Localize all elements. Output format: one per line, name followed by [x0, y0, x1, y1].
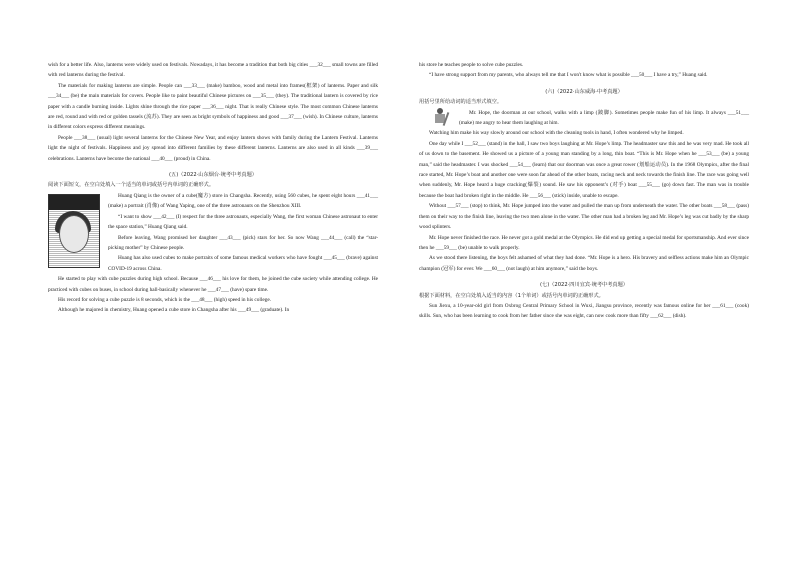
paragraph: People ___38___ (usual) light several lanterns for the Chinese New Year, and enjoy lantern shows with family during the Lantern Festival. Lanterns light the night of festivals. Happiness and joy spread into different families by these different lanterns. Lanterns are also used in all kinds ___39___ celebrations. Lanterns have become the national ___40___ (proud) in China. [48, 134, 378, 162]
section-instruction: 阅读下面短文，在空白处填入一个适当的单词或括号内单词的正确形式。 [48, 182, 215, 189]
portrait-face [59, 215, 89, 253]
paragraph: He started to play with cube puzzles during high school. Because ___46___ his love for them, he joined the cube society while attending college. He practiced with cubes on buses, in school during hall-basically whenever he ___47___ (have) spare time. [48, 276, 378, 293]
paragraph: “I want to show ___42___ (I) respect for the three astronauts, especially Wang, the first woman Chinese astronaut to enter the space station,” Huang Qiang said. [108, 213, 378, 231]
paragraph: The materials for making lanterns are simple. People can ___33___ (make) bamboo, wood and metal into frames(框架) of lanterns. Paper and silk ___34___ (be) the main materials for covers. People like to paint beautiful Chinese pictures on ___35___ (they). The traditional lantern is covered by rice paper with a candle burning inside. Lights shine through the rice paper ___36___ night. That is really Chinese style. The most common Chinese lanterns are red, round and with red or golden tassels (流苏). They are seen as bright symbols of happiness and good ___37___ (wish). In Chinese culture, lanterns in different colors express different meanings. [48, 82, 378, 131]
left-column [48, 60, 378, 316]
paragraph: Huang Qiang is the owner of a cube(魔方) store in Changsha. Recently, using 560 cubes, he spent eight hours ___41___ (make) a portrait (肖像) of Wang Yaping, one of the three astronauts on the Shenzhou XIII. [108, 192, 378, 210]
portrait-image [48, 194, 100, 268]
paragraph: As we stood there listening, the boys felt ashamed of what they had done. “Mr. Hope is a hero. His bravery and selfless actions make him an Olympic champion (冠军) for ever. We ___60___ (not laugh) at him anymore,” said the boys. [419, 255, 749, 272]
section-heading: (七)（2022·四川宜宾·统考中考真题） [540, 282, 628, 289]
paragraph: Watching him make his way slowly around our school with the cleaning tools in hand, I often wondered why he limped. [429, 130, 684, 137]
paragraph: Before leaving, Wang promised her daughter ___43___ (pick) stars for her. So now Wang ___44___ (call) the “star-picking mother” by Chinese people. [108, 234, 378, 251]
magazine-header-band [49, 195, 99, 210]
paragraph: Mr. Hope never finished the race. He never got a gold medal at the Olympics. He did end up getting a special medal for sportsmanship. And ever since then he ___59___ (be) unable to walk properly. [419, 234, 749, 251]
paragraph: Without ___57___ (stop) to think, Mr. Hope jumped into the water and pulled the man up from underneath the water. The other boats ___58___ (pass) them on their way to the finish line, leaving the two men alone in the water. The other man had a broken leg and Mr. Hope’s leg was cut badly by the sharp wood splinters. [419, 203, 749, 231]
paragraph: “I have strong support from my parents, who always tell me that I won't know what is possible ___50___ I have a try,” Huang said. [429, 72, 708, 79]
paragraph: His record for solving a cube puzzle is 8 seconds, which is the ___48___ (high) speed in his college. [58, 296, 272, 303]
paragraph: Mr. Hope, the doorman at our school, walks with a limp (跛脚). Sometimes people make fun of his limp. It always ___51___ (make) me angry to hear them laughing at him. [459, 109, 749, 127]
paragraph: Huang has also used cubes to make portraits of some famous medical workers who have fought ___45___ (brave) against COVID-19 across China. [108, 255, 378, 272]
right-column [419, 60, 749, 322]
paragraph: wish for a better life. Also, lanterns were widely used on festivals. Nowadays, it has become a tradition that both big cities ___32___ small towns are filled with red lanterns during the festival. [48, 62, 378, 79]
section-instruction: 根据下面材料，在空白处填入适当的内容（1个单词）或括号内单词的正确形式。 [419, 292, 604, 299]
paragraph: his store he teaches people to solve cube puzzles. [419, 62, 524, 68]
paragraph: One day while I ___52___ (stand) in the hall, I saw two boys laughing at Mr. Hope’s limp. The headmaster saw this and he was very mad. He took all of us down to the basement. He showed us a picture of a young man standing by a long, thin boat. “This is Mr. Hope when he ___53___ (be) a young man,” said the headmaster. I was shocked ___54___ (learn) that our doorman was once a great rower (划船运动员). In the 1968 Olympics, after the final race started, Mr. Hope’s boat and another one were soon far ahead of the other boats, racing neck and neck towards the finish line. The race was going well when suddenly, Mr. Hope heard a huge cracking(爆裂) sound. He saw his opponent’s (对手) boat ___55___ (go) down fast. The man was in trouble because the boat had broken right in the middle. He ___56___ (stick) inside, unable to escape. [419, 140, 749, 199]
paragraph: Although he majored in chemistry, Huang opened a cube store in Changsha after his ___49___ (graduate). In [58, 307, 290, 314]
paragraph: Sun Jiexu, a 10-year-old girl from Oxbrog Central Primary School in Wuxi, Jiangsu province, recently was famous online for her ___61___ (cook) skills. Sun, who has been learning to cook from her father since she was eight, can now cook more than fifty ___62___ (dish). [419, 302, 749, 320]
section-heading: (五)（2022·山东烟台·统考中考真题） [169, 172, 257, 179]
doorman-illustration [431, 108, 453, 126]
section-instruction: 用括号里所给动词的适当形式填空。 [419, 99, 503, 106]
section-heading: (六)（2022·山东威海·中考真题） [545, 88, 623, 95]
